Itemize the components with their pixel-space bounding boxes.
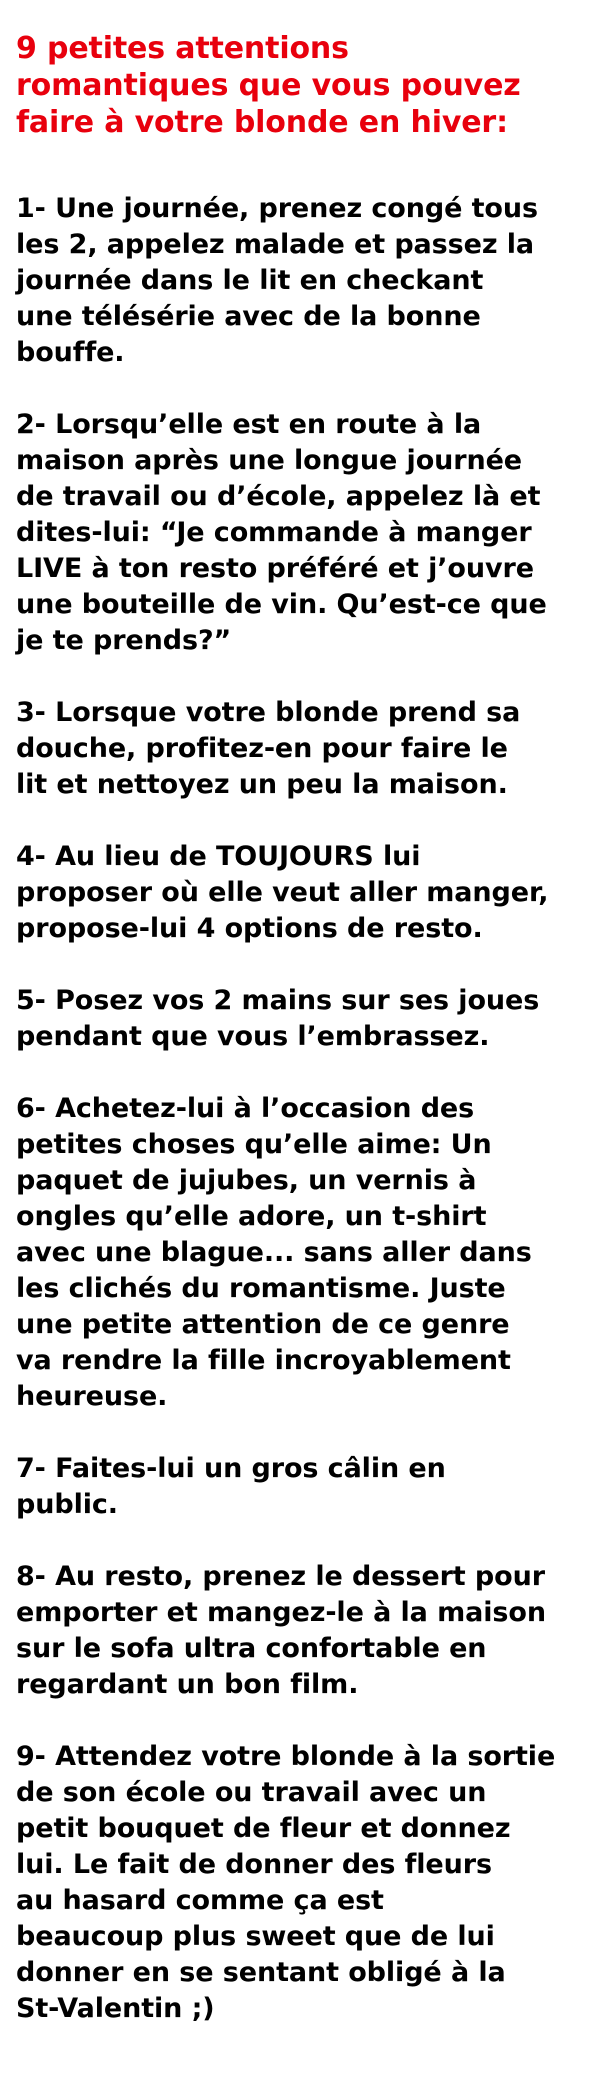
tip-line: lit et nettoyez un peu la maison. (16, 769, 508, 800)
tip-line: dites-lui: “Je commande à manger (16, 517, 532, 548)
tip-line: 8- Au resto, prenez le dessert pour (16, 1561, 545, 1592)
tip-line: maison après une longue journée (16, 445, 523, 476)
tip-line: les 2, appelez malade et passez la (16, 229, 535, 260)
tip-line: emporter et mangez-le à la maison (16, 1597, 546, 1628)
tip-line: les clichés du romantisme. Juste (16, 1273, 506, 1304)
tip-line: 1- Une journée, prenez congé tous (16, 193, 538, 224)
tip-1 (16, 191, 588, 371)
tip-line: 3- Lorsque votre blonde prend sa (16, 697, 521, 728)
tip-line: sur le sofa ultra confortable en (16, 1633, 487, 1664)
tip-line: une bouteille de vin. Qu’est-ce que (16, 589, 547, 620)
title-line: romantiques que vous pouvez (16, 68, 521, 103)
tip-line: de travail ou d’école, appelez là et (16, 481, 541, 512)
tip-line: 9- Attendez votre blonde à la sortie (16, 1741, 556, 1772)
tip-line: je te prends?” (16, 625, 232, 656)
tip-line: public. (16, 1489, 118, 1520)
tip-line: va rendre la fille incroyablement (16, 1345, 511, 1376)
tip-line: bouffe. (16, 337, 125, 368)
tip-line: douche, profitez-en pour faire le (16, 733, 508, 764)
tip-line: de son école ou travail avec un (16, 1777, 487, 1808)
tip-line: pendant que vous l’embrassez. (16, 1021, 490, 1052)
title-line: 9 petites attentions (16, 31, 349, 66)
title-line: faire à votre blonde en hiver: (16, 105, 508, 140)
tip-line: une télésérie avec de la bonne (16, 301, 481, 332)
tip-line: St-Valentin ;) (16, 1993, 215, 2024)
tip-2 (16, 407, 588, 659)
tip-line: donner en se sentant obligé à la (16, 1957, 506, 1988)
tip-7 (16, 1451, 588, 1523)
tip-line: regardant un bon film. (16, 1669, 359, 1700)
tip-9 (16, 1739, 588, 2027)
tip-line: petit bouquet de fleur et donnez (16, 1813, 511, 1844)
tip-line: LIVE à ton resto préféré et j’ouvre (16, 553, 534, 584)
tip-8 (16, 1559, 588, 1703)
tip-line: 2- Lorsqu’elle est en route à la (16, 409, 482, 440)
tip-line: lui. Le fait de donner des fleurs (16, 1849, 492, 1880)
tip-line: proposer où elle veut aller manger, (16, 877, 549, 908)
tip-line: journée dans le lit en checkant (16, 265, 484, 296)
page-title (16, 30, 588, 141)
tip-line: paquet de jujubes, un vernis à (16, 1165, 477, 1196)
tip-line: une petite attention de ce genre (16, 1309, 510, 1340)
tip-line: beaucoup plus sweet que de lui (16, 1921, 495, 1952)
tip-line: 4- Au lieu de TOUJOURS lui (16, 841, 421, 872)
tip-6 (16, 1091, 588, 1415)
tip-line: 7- Faites-lui un gros câlin en (16, 1453, 446, 1484)
tip-3 (16, 695, 588, 803)
tip-line: heureuse. (16, 1381, 168, 1412)
tip-5 (16, 983, 588, 1055)
tip-4 (16, 839, 588, 947)
tip-line: propose-lui 4 options de resto. (16, 913, 483, 944)
tip-line: 6- Achetez-lui à l’occasion des (16, 1093, 475, 1124)
tip-line: 5- Posez vos 2 mains sur ses joues (16, 985, 540, 1016)
tip-line: ongles qu’elle adore, un t-shirt (16, 1201, 487, 1232)
tip-line: petites choses qu’elle aime: Un (16, 1129, 492, 1160)
tip-line: au hasard comme ça est (16, 1885, 384, 1916)
tip-line: avec une blague... sans aller dans (16, 1237, 532, 1268)
